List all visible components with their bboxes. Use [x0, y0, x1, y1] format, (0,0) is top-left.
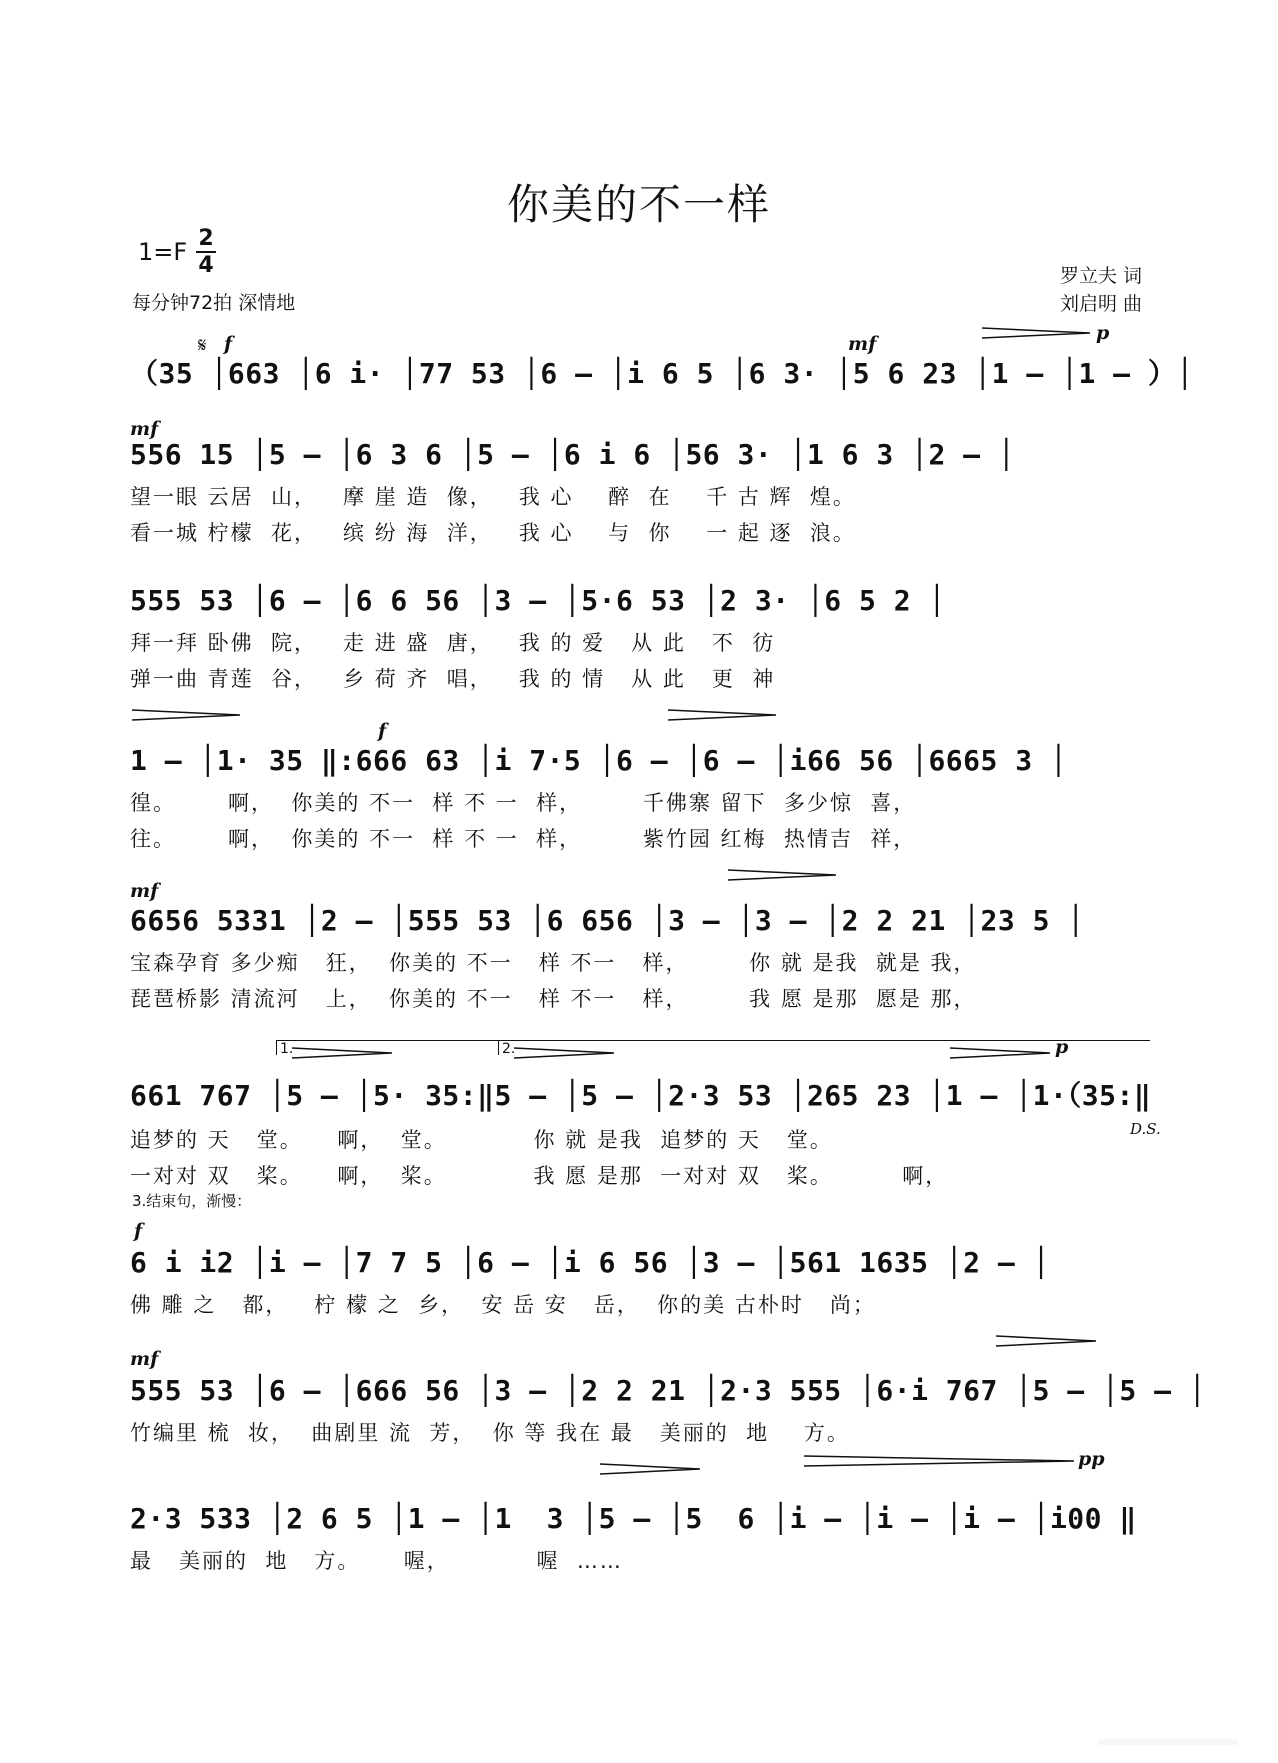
music-system-1	[130, 352, 1194, 392]
lyric-verse-1: 望一眼 云居 山， 摩 崖 造 像， 我 心 醉 在 千 古 辉 煌。	[130, 485, 856, 509]
watermark	[1098, 1739, 1238, 1745]
key-signature: 1=F	[138, 238, 188, 266]
lyric-verse-2: 看一城 柠檬 花， 缤 纷 海 洋， 我 心 与 你 一 起 逐 浪。	[130, 521, 856, 545]
music-system-3	[130, 584, 1150, 693]
lyric-line: 佛 雕 之 都， 柠 檬 之 乡， 安 岳 安 岳， 你的美 古朴时 尚；	[130, 1293, 876, 1317]
dynamic-mf: mf	[130, 880, 159, 902]
dynamic-p: p	[1096, 322, 1110, 344]
song-title: 你美的不一样	[506, 180, 771, 229]
lyric-verse-2: 一对对 双 桨。 啊， 桨。 我 愿 是那 一对对 双 桨。 啊，	[130, 1164, 949, 1188]
dynamic-p: p	[1055, 1036, 1069, 1058]
notation-line: 661 767 │5 – │5· 35:‖5 – │5 – │2·3 53 │265 23 │1 – │1·（35:‖	[130, 1079, 1152, 1112]
notation-line: 2·3 533 │2 6 5 │1 – │1 3 │5 – │5 6 │i – │i – │i – │i00 ‖	[130, 1502, 1137, 1535]
ending-instruction: 3.结束句，渐慢：	[132, 1192, 252, 1210]
dynamic-mf: mf	[130, 418, 159, 440]
music-system-9	[130, 1502, 1150, 1575]
decrescendo-hairpin	[982, 326, 1090, 340]
decrescendo-hairpin	[950, 1046, 1050, 1060]
time-signature	[196, 226, 216, 278]
credits	[1060, 262, 1142, 318]
notation-line: 555 53 │6 – │666 56 │3 – │2 2 21 │2·3 555 │6·i 767 │5 – │5 – │	[130, 1374, 1207, 1407]
ds-marking: D.S.	[1130, 1120, 1161, 1138]
volta-2-label: 2.	[502, 1041, 516, 1057]
decrescendo-hairpin	[132, 708, 240, 722]
lyricist: 罗立夫 词	[1059, 265, 1142, 287]
notation-line: 555 53 │6 – │6 6 56 │3 – │5·6 53 │2 3· │6 5 2 │	[130, 584, 946, 617]
dynamic-f: f	[224, 333, 233, 355]
music-system-5	[130, 904, 1150, 1013]
lyric-verse-1: 追梦的 天 堂。 啊， 堂。 你 就 是我 追梦的 天 堂。	[130, 1128, 833, 1152]
notation-line: 1 – │1· 35 ‖:666 63 │i 7·5 │6 – │6 – │i66 56 │6665 3 │	[130, 744, 1068, 777]
decrescendo-hairpin	[728, 868, 836, 882]
lyric-verse-1: 徨。 啊， 你美的 不一 样 不 一 样， 千佛寨 留下 多少惊 喜，	[130, 791, 917, 815]
lyric-verse-2: 往。 啊， 你美的 不一 样 不 一 样， 紫竹园 红梅 热情吉 祥，	[130, 827, 917, 851]
decrescendo-hairpin	[514, 1046, 614, 1060]
dynamic-f: f	[378, 720, 387, 742]
dynamic-mf: mf	[130, 1348, 159, 1370]
lyric-verse-2: 琵琶桥影 清流河 上， 你美的 不一 样 不一 样， 我 愿 是那 愿是 那，	[130, 987, 977, 1011]
segno-sign: 𝄋	[198, 333, 207, 357]
time-top: 2	[198, 226, 214, 251]
notation-line: 556 15 │5 – │6 3 6 │5 – │6 i 6 │56 3· │1 6 3 │2 – │	[130, 438, 1016, 471]
dynamic-pp: pp	[1078, 1448, 1105, 1470]
decrescendo-hairpin	[600, 1462, 700, 1476]
dynamic-mf: mf	[848, 333, 877, 355]
notation-line: 6 i i2 │i – │7 7 5 │6 – │i 6 56 │3 – │561 1635 │2 – │	[130, 1246, 1050, 1279]
decrescendo-hairpin	[996, 1334, 1096, 1348]
music-system-7	[130, 1246, 1150, 1319]
tempo-marking: 每分钟72拍 深情地	[132, 292, 296, 314]
decrescendo-hairpin	[292, 1046, 392, 1060]
music-system-6	[130, 1074, 1150, 1190]
lyric-verse-1: 拜一拜 卧佛 院， 走 进 盛 唐， 我 的 爱 从 此 不 彷	[130, 631, 776, 655]
music-system-4	[130, 744, 1150, 853]
music-system-8	[130, 1374, 1207, 1447]
time-bottom: 4	[196, 251, 216, 278]
lyric-line: 竹编里 梳 妆， 曲剧里 流 芳， 你 等 我在 最 美丽的 地 方。	[130, 1421, 850, 1445]
music-system-2	[130, 438, 1150, 547]
dynamic-f: f	[134, 1220, 143, 1242]
decrescendo-hairpin	[804, 1454, 1074, 1468]
notation-line: 6656 5331 │2 – │555 53 │6 656 │3 – │3 – │2 2 21 │23 5 │	[130, 904, 1085, 937]
lyric-verse-2: 弹一曲 青莲 谷， 乡 荷 齐 唱， 我 的 情 从 此 更 神	[130, 667, 776, 691]
notation-line: （35 │663 │6 i· │77 53 │6 – │i 6 5 │6 3· │5 6 23 │1 – │1 – ）│	[130, 357, 1194, 390]
volta-1-label: 1.	[280, 1041, 294, 1057]
composer: 刘启明 曲	[1059, 293, 1142, 315]
lyric-verse-1: 宝森孕育 多少痴 狂， 你美的 不一 样 不一 样， 你 就 是我 就是 我，	[130, 951, 977, 975]
decrescendo-hairpin	[668, 708, 776, 722]
lyric-line: 最 美丽的 地 方。 喔， 喔 ……	[130, 1549, 623, 1573]
